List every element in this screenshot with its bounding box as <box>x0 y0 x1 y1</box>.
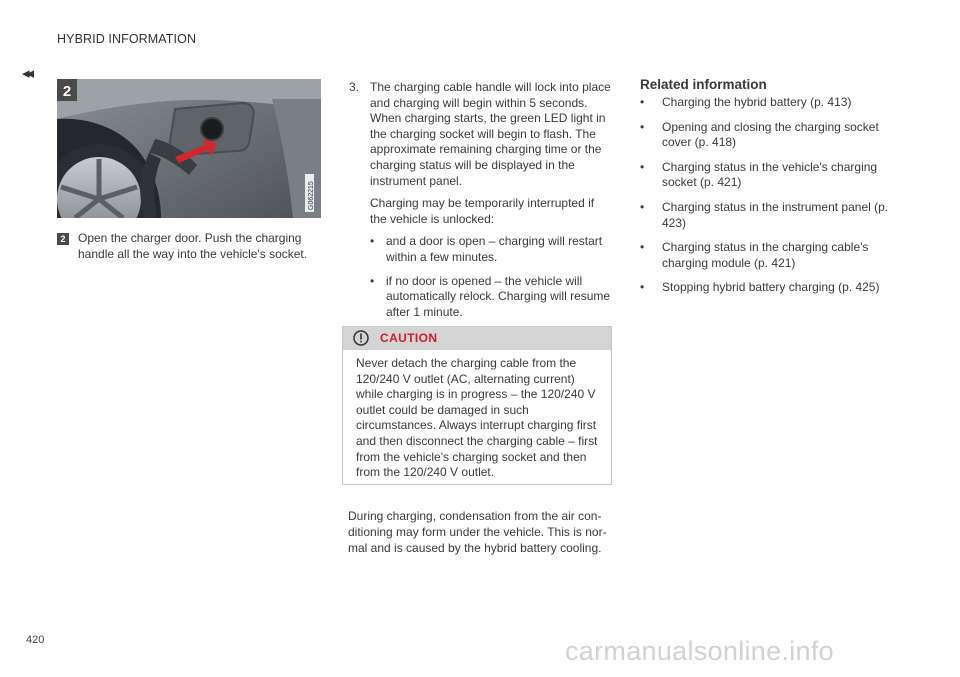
bullet-icon: • <box>640 95 645 109</box>
bullet-icon: • <box>640 280 645 295</box>
caution-header <box>343 327 611 350</box>
section-header: HYBRID INFORMATION <box>57 32 197 46</box>
related-link[interactable]: • Stopping hybrid battery charging (p. 425) <box>640 280 880 295</box>
caution-box <box>342 326 612 485</box>
caution-text: Never detach the charging cable from the 120/240 V outlet (AC, alternating current) while charging is in progress – the 120/240 V outlet could be damaged in such circumstances. Always interrupt charging first and then disconnect the charging cable – first from the vehicle's charging socket and then from the 120/240 V outlet. <box>356 356 598 480</box>
previous-page-arrows-icon[interactable]: ◂◂ <box>22 65 32 82</box>
related-info-title: Related information <box>640 77 767 92</box>
step-3-block <box>349 80 614 328</box>
caution-title: CAUTION <box>380 331 438 345</box>
step-number: 3. <box>349 80 360 94</box>
charging-photo <box>57 79 321 218</box>
bullet-icon: • <box>370 234 375 249</box>
related-link[interactable]: • Charging status in the vehicle's charging socket (p. 421) <box>640 159 878 190</box>
related-link[interactable]: • Opening and closing the charging socket cover (p. 418) <box>640 119 879 150</box>
bullet-icon: • <box>640 119 645 134</box>
exclamation-circle-icon <box>353 330 369 346</box>
list-item: • and a door is open – charging will restart within a few minutes. <box>370 234 603 264</box>
step-badge-label: 2 <box>62 83 72 100</box>
related-link[interactable]: • Charging status in the charging cable's charging module (p. 421) <box>640 240 869 270</box>
bullet-icon: • <box>370 273 375 288</box>
watermark: carmanualsonline.info <box>565 636 834 666</box>
image-code-text: G062215 <box>308 181 315 210</box>
interrupt-list <box>370 234 614 320</box>
page-number: 420 <box>26 634 45 646</box>
charging-socket <box>201 118 223 140</box>
caption-badge: 2 <box>57 233 69 245</box>
bullet-icon: • <box>640 159 645 174</box>
step-3-text: The charging cable handle will lock into place and charging will begin within 5 seconds. When charging starts, the green LED light in the charging socket will begin to flash. The approximate remaining charging time or the charging status will be displayed in the instrument panel. <box>370 80 611 188</box>
bullet-icon: • <box>640 199 645 214</box>
bullet-icon: • <box>640 240 645 255</box>
caption-text: Open the charger door. Push the charging handle all the way into the vehicle's socket. <box>78 231 308 261</box>
related-link[interactable]: • Charging status in the instrument panel (p. 423) <box>640 199 889 230</box>
image-code <box>305 174 315 212</box>
related-link[interactable]: • Charging the hybrid battery (p. 413) <box>640 95 852 109</box>
step-badge-2 <box>57 79 77 101</box>
list-item: • if no door is opened – the vehicle will automatically relock. Charging will resume after 1 minute. <box>370 273 611 319</box>
condensation-note: During charging, condensation from the air con-ditioning may form under the vehicle. This is nor-mal and is caused by the hybrid battery cooling. <box>348 509 607 555</box>
charging-illustration <box>57 79 321 218</box>
related-info-list <box>640 95 900 305</box>
interrupt-intro: Charging may be temporarily interrupted if the vehicle is unlocked: <box>370 196 595 226</box>
figure-caption <box>57 230 327 262</box>
